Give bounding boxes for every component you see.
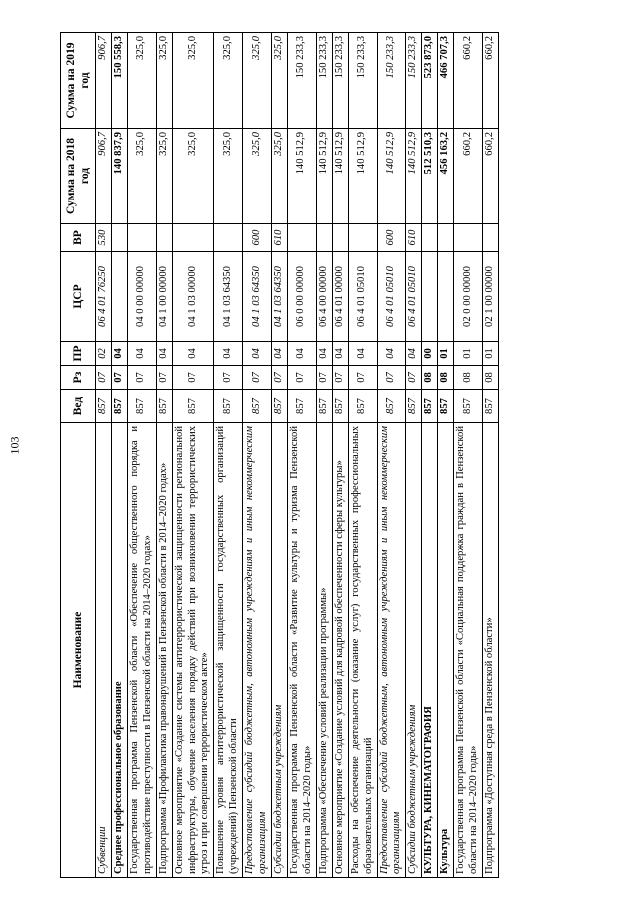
cell-pr: 01 bbox=[454, 342, 483, 366]
cell-sum-2019: 150 233,3 bbox=[287, 33, 316, 129]
cell-pr: 04 bbox=[243, 342, 272, 366]
cell-ved: 857 bbox=[243, 390, 272, 423]
cell-name: Государственная программа Пензенской области «Развитие культуры и туризма Пензенской области на 2014–2020 годы» bbox=[287, 423, 316, 878]
cell-sum-2019: 906,7 bbox=[96, 33, 112, 129]
cell-name: Основное мероприятие «Создание системы антитеррористической защищенности региональной инфраструктуры, обучение населения порядку действий при возникновении террористических угроз и при совершении террористическом акте» bbox=[172, 423, 214, 878]
cell-sum-2019: 523 873,0 bbox=[422, 33, 438, 129]
table-row bbox=[172, 33, 214, 878]
cell-rz: 07 bbox=[348, 366, 377, 390]
cell-sum-2018: 140 512,9 bbox=[287, 129, 316, 224]
table-body bbox=[96, 33, 499, 878]
cell-vr bbox=[422, 224, 438, 252]
table-row bbox=[348, 33, 377, 878]
table-row bbox=[214, 33, 243, 878]
cell-sum-2018: 140 512,9 bbox=[316, 129, 332, 224]
cell-name: Подпрограмма «Доступная среда в Пензенской области» bbox=[482, 423, 498, 878]
cell-csr bbox=[422, 252, 438, 342]
cell-sum-2018: 140 512,9 bbox=[332, 129, 348, 224]
cell-sum-2018: 456 163,2 bbox=[438, 129, 454, 224]
cell-sum-2018: 660,2 bbox=[454, 129, 483, 224]
header-vr: ВР bbox=[61, 224, 96, 252]
cell-rz: 08 bbox=[454, 366, 483, 390]
cell-vr bbox=[316, 224, 332, 252]
cell-ved: 857 bbox=[96, 390, 112, 423]
cell-pr: 04 bbox=[377, 342, 406, 366]
cell-csr: 04 1 03 00000 bbox=[172, 252, 214, 342]
cell-csr bbox=[111, 252, 127, 342]
cell-vr bbox=[438, 224, 454, 252]
header-pr: ПР bbox=[61, 342, 96, 366]
header-sum-2019: Сумма на 2019 год bbox=[61, 33, 96, 129]
cell-name: Культура bbox=[438, 423, 454, 878]
cell-pr: 04 bbox=[156, 342, 172, 366]
cell-rz: 07 bbox=[127, 366, 156, 390]
cell-vr bbox=[482, 224, 498, 252]
cell-csr: 04 1 00 00000 bbox=[156, 252, 172, 342]
cell-rz: 08 bbox=[482, 366, 498, 390]
cell-csr: 02 1 00 00000 bbox=[482, 252, 498, 342]
cell-vr bbox=[127, 224, 156, 252]
table-row bbox=[332, 33, 348, 878]
cell-rz: 07 bbox=[287, 366, 316, 390]
table-row bbox=[377, 33, 406, 878]
cell-name: Основное мероприятие «Создание условий для кадровой обеспеченности сферы культуры» bbox=[332, 423, 348, 878]
cell-pr: 04 bbox=[272, 342, 288, 366]
cell-vr bbox=[348, 224, 377, 252]
cell-name: Подпрограмма «Обеспечение условий реализации программы» bbox=[316, 423, 332, 878]
cell-vr bbox=[111, 224, 127, 252]
cell-rz: 07 bbox=[111, 366, 127, 390]
cell-sum-2018: 325,0 bbox=[172, 129, 214, 224]
table-row bbox=[243, 33, 272, 878]
cell-rz: 08 bbox=[422, 366, 438, 390]
cell-rz: 07 bbox=[243, 366, 272, 390]
cell-name: Субсидии бюджетным учреждениям bbox=[406, 423, 422, 878]
cell-sum-2019: 150 233,3 bbox=[316, 33, 332, 129]
cell-rz: 07 bbox=[316, 366, 332, 390]
cell-pr: 04 bbox=[406, 342, 422, 366]
cell-csr: 06 4 01 76250 bbox=[96, 252, 112, 342]
cell-rz: 07 bbox=[377, 366, 406, 390]
cell-csr: 04 1 03 64350 bbox=[214, 252, 243, 342]
cell-sum-2019: 325,0 bbox=[214, 33, 243, 129]
cell-csr bbox=[438, 252, 454, 342]
cell-sum-2019: 325,0 bbox=[172, 33, 214, 129]
cell-pr: 04 bbox=[172, 342, 214, 366]
table-row bbox=[454, 33, 483, 878]
cell-rz: 08 bbox=[438, 366, 454, 390]
cell-ved: 857 bbox=[422, 390, 438, 423]
cell-ved: 857 bbox=[127, 390, 156, 423]
cell-sum-2019: 150 233,3 bbox=[377, 33, 406, 129]
cell-name: Подпрограмма «Профилактика правонарушений в Пензенской области в 2014–2020 годах» bbox=[156, 423, 172, 878]
cell-ved: 857 bbox=[482, 390, 498, 423]
cell-ved: 857 bbox=[156, 390, 172, 423]
cell-pr: 04 bbox=[316, 342, 332, 366]
cell-sum-2018: 140 837,9 bbox=[111, 129, 127, 224]
cell-ved: 857 bbox=[287, 390, 316, 423]
cell-vr: 600 bbox=[377, 224, 406, 252]
cell-rz: 07 bbox=[332, 366, 348, 390]
cell-vr: 610 bbox=[406, 224, 422, 252]
header-ved: Вед bbox=[61, 390, 96, 423]
cell-vr: 600 bbox=[243, 224, 272, 252]
cell-rz: 07 bbox=[214, 366, 243, 390]
table-row bbox=[127, 33, 156, 878]
cell-name: Среднее профессиональное образование bbox=[111, 423, 127, 878]
cell-sum-2019: 660,2 bbox=[482, 33, 498, 129]
cell-sum-2018: 512 510,3 bbox=[422, 129, 438, 224]
cell-ved: 857 bbox=[332, 390, 348, 423]
header-rz: Рз bbox=[61, 366, 96, 390]
table-row bbox=[482, 33, 498, 878]
cell-vr bbox=[156, 224, 172, 252]
cell-pr: 01 bbox=[438, 342, 454, 366]
cell-sum-2019: 325,0 bbox=[156, 33, 172, 129]
table-header-row bbox=[61, 33, 96, 878]
cell-csr: 04 0 00 00000 bbox=[127, 252, 156, 342]
cell-vr bbox=[454, 224, 483, 252]
cell-ved: 857 bbox=[214, 390, 243, 423]
cell-name: Предоставление субсидий бюджетным, автономным учреждениям и иным некоммерческим организациям bbox=[243, 423, 272, 878]
header-csr: ЦСР bbox=[61, 252, 96, 342]
cell-rz: 07 bbox=[96, 366, 112, 390]
cell-pr: 02 bbox=[96, 342, 112, 366]
cell-ved: 857 bbox=[454, 390, 483, 423]
cell-sum-2019: 150 558,3 bbox=[111, 33, 127, 129]
cell-rz: 07 bbox=[172, 366, 214, 390]
cell-name: Предоставление субсидий бюджетным, автономным учреждениям и иным некоммерческим организациям bbox=[377, 423, 406, 878]
table-row bbox=[438, 33, 454, 878]
cell-vr bbox=[214, 224, 243, 252]
cell-ved: 857 bbox=[316, 390, 332, 423]
table-row bbox=[422, 33, 438, 878]
table-row bbox=[316, 33, 332, 878]
table-row bbox=[111, 33, 127, 878]
table-row bbox=[96, 33, 112, 878]
cell-ved: 857 bbox=[377, 390, 406, 423]
cell-ved: 857 bbox=[172, 390, 214, 423]
cell-name: Субвенции bbox=[96, 423, 112, 878]
table-row bbox=[287, 33, 316, 878]
cell-ved: 857 bbox=[272, 390, 288, 423]
cell-sum-2018: 325,0 bbox=[127, 129, 156, 224]
cell-ved: 857 bbox=[406, 390, 422, 423]
cell-sum-2018: 906,7 bbox=[96, 129, 112, 224]
cell-rz: 07 bbox=[156, 366, 172, 390]
cell-ved: 857 bbox=[348, 390, 377, 423]
cell-vr: 530 bbox=[96, 224, 112, 252]
table-row bbox=[272, 33, 288, 878]
cell-sum-2019: 660,2 bbox=[454, 33, 483, 129]
cell-ved: 857 bbox=[438, 390, 454, 423]
cell-sum-2018: 325,0 bbox=[243, 129, 272, 224]
cell-csr: 04 1 03 64350 bbox=[243, 252, 272, 342]
cell-csr: 04 1 03 64350 bbox=[272, 252, 288, 342]
cell-sum-2019: 150 233,3 bbox=[332, 33, 348, 129]
cell-sum-2019: 150 233,3 bbox=[406, 33, 422, 129]
cell-sum-2018: 140 512,9 bbox=[406, 129, 422, 224]
rotated-page bbox=[60, 33, 590, 878]
cell-sum-2019: 150 233,3 bbox=[348, 33, 377, 129]
page-number: 103 bbox=[7, 436, 22, 455]
cell-pr: 01 bbox=[482, 342, 498, 366]
table-row bbox=[406, 33, 422, 878]
cell-rz: 07 bbox=[406, 366, 422, 390]
cell-name: Расходы на обеспечение деятельности (оказание услуг) государственных профессиональных образовательных организаций bbox=[348, 423, 377, 878]
cell-name: КУЛЬТУРА, КИНЕМАТОГРАФИЯ bbox=[422, 423, 438, 878]
cell-csr: 06 0 00 00000 bbox=[287, 252, 316, 342]
cell-sum-2018: 325,0 bbox=[272, 129, 288, 224]
cell-sum-2018: 140 512,9 bbox=[348, 129, 377, 224]
cell-vr: 610 bbox=[272, 224, 288, 252]
budget-table bbox=[60, 32, 499, 878]
cell-vr bbox=[172, 224, 214, 252]
cell-csr: 06 4 01 05010 bbox=[377, 252, 406, 342]
table-row bbox=[156, 33, 172, 878]
cell-name: Государственная программа Пензенской области «Социальная поддержка граждан в Пензенской области на 2014–2020 годы» bbox=[454, 423, 483, 878]
cell-name: Государственная программа Пензенской области «Обеспечение общественного порядка и противодействие преступности в Пензенской области на 2014–2020 годах» bbox=[127, 423, 156, 878]
cell-csr: 06 4 01 00000 bbox=[332, 252, 348, 342]
cell-csr: 06 4 00 00000 bbox=[316, 252, 332, 342]
header-name: Наименование bbox=[61, 423, 96, 878]
cell-csr: 06 4 01 05010 bbox=[406, 252, 422, 342]
cell-sum-2019: 325,0 bbox=[243, 33, 272, 129]
cell-sum-2019: 466 707,3 bbox=[438, 33, 454, 129]
cell-pr: 04 bbox=[127, 342, 156, 366]
cell-csr: 02 0 00 00000 bbox=[454, 252, 483, 342]
cell-vr bbox=[287, 224, 316, 252]
cell-sum-2019: 325,0 bbox=[272, 33, 288, 129]
header-sum-2018: Сумма на 2018 год bbox=[61, 129, 96, 224]
cell-pr: 04 bbox=[111, 342, 127, 366]
cell-name: Повышение уровня антитеррористической защищенности государственных организаций (учреждений) Пензенской области bbox=[214, 423, 243, 878]
cell-ved: 857 bbox=[111, 390, 127, 423]
cell-sum-2018: 325,0 bbox=[156, 129, 172, 224]
cell-csr: 06 4 01 05010 bbox=[348, 252, 377, 342]
cell-sum-2018: 660,2 bbox=[482, 129, 498, 224]
cell-pr: 04 bbox=[348, 342, 377, 366]
cell-pr: 04 bbox=[214, 342, 243, 366]
cell-pr: 00 bbox=[422, 342, 438, 366]
cell-vr bbox=[332, 224, 348, 252]
cell-sum-2018: 140 512,9 bbox=[377, 129, 406, 224]
cell-pr: 04 bbox=[287, 342, 316, 366]
cell-name: Субсидии бюджетным учреждениям bbox=[272, 423, 288, 878]
cell-rz: 07 bbox=[272, 366, 288, 390]
cell-sum-2018: 325,0 bbox=[214, 129, 243, 224]
cell-sum-2019: 325,0 bbox=[127, 33, 156, 129]
cell-pr: 04 bbox=[332, 342, 348, 366]
